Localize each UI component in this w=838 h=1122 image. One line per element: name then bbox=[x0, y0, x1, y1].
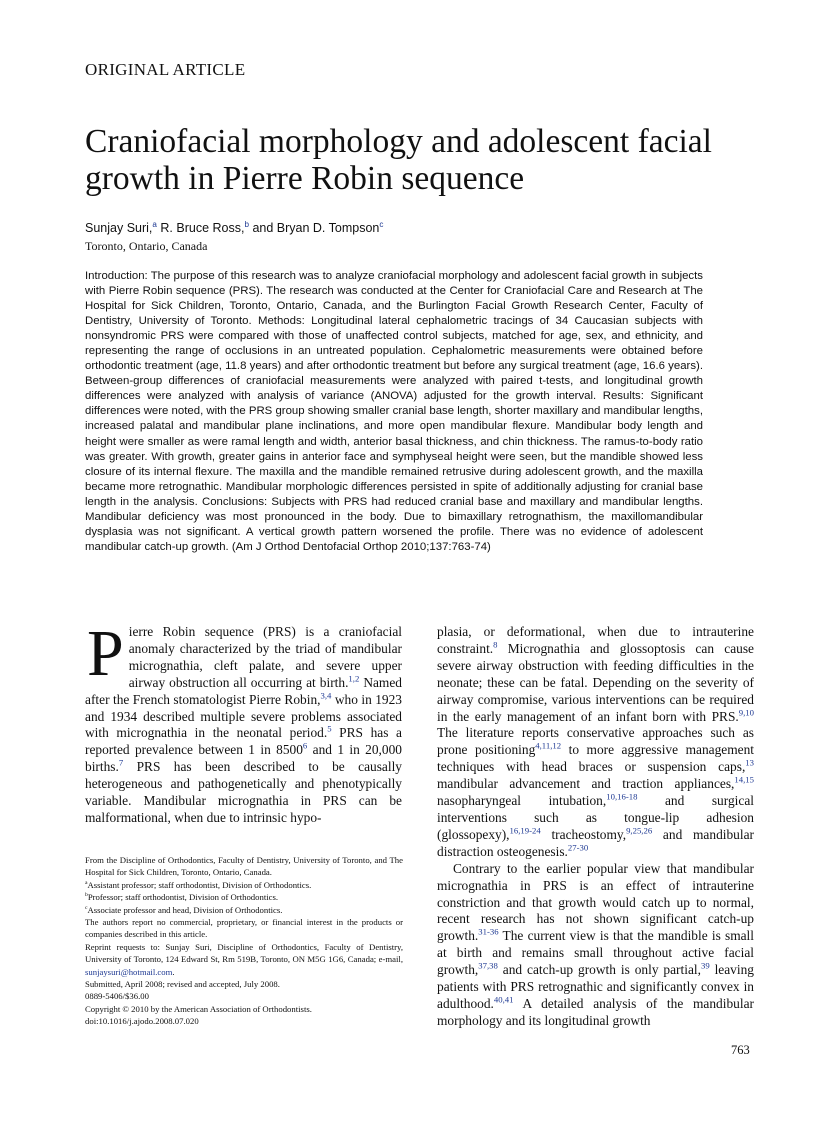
body-paragraph bbox=[437, 861, 754, 1030]
footnote-reprint: Reprint requests to: Sunjay Suri, Discipline of Orthodontics, Faculty of Dentistry, University of Toronto, 124 Edward St, Rm 519B, Toronto, ON M5G 1G6, Canada; e-mail, sunjaysuri@hotmail.com. bbox=[85, 941, 403, 977]
body-column-right bbox=[437, 624, 754, 1030]
text-run: A detailed analysis of the mandibular morphology and its longitudinal growth bbox=[437, 995, 754, 1028]
footnote-issn: 0889-5406/$36.00 bbox=[85, 991, 149, 1002]
text-run: Contrary to the earlier popular view that mandibular micrognathia in PRS is an effect of intrauterine constriction and that growth would catch up to normal, recent research has not shown significant catch-up growth. bbox=[437, 860, 754, 944]
text-run: Micrognathia and glossoptosis can cause severe airway obstruction with feeding difficulties in the neonate; these can be fatal. Depending on the severity of airway compromise, various interventions can be required in the early management of an infant born with PRS. bbox=[437, 640, 754, 724]
page-number: 763 bbox=[731, 1043, 750, 1057]
footnote-mark: c bbox=[85, 904, 88, 911]
text-run: to more aggressive management techniques with head braces or suspension caps, bbox=[437, 742, 755, 775]
footnotes bbox=[85, 854, 403, 1028]
footnote-c: $^c$Associate professor and head, Division of Orthodontics. bbox=[85, 904, 283, 915]
footnote-b: $^b$Professor; staff orthodontist, Division of Orthodontics. bbox=[85, 892, 279, 903]
abstract: Introduction: The purpose of this research was to analyze craniofacial morphology and adolescent facial growth in subjects with Pierre Robin sequence (PRS). The research was conducted at the Center for Craniofacial Care and Research at The Hospital for Sick Children, Toronto, Ontario, Canada, and the Burlington Facial Growth Research Center, Faculty of Dentistry, University of Toronto. Methods: Longitudinal lateral cephalometric tracings of 34 Caucasian subjects with nonsyndromic PRS were compared with those of unaffected control subjects, matched for age, sex, and ethnicity, and representing the range of occlusions in an untreated population. Cephalometric measurements were obtained before orthodontic treatment (age, 11.8 years) and after orthodontic treatment but before any surgical treatment (age, 16.6 years). Between-group differences of craniofacial measurements were analyzed with paired t-tests, and longitudinal growth differences were analyzed with analysis of variance (ANOVA) adjusted for the growth interval. Results: Significant differences were noted, with the PRS group showing smaller cranial base length, shorter maxillary and mandibular lengths, increased palatal and mandibular plane inclinations, and more open mandibular flexure. Mandibular body length and height were smaller as were ramal length and width, anterior basal thickness, and chin thickness. The ramus-to-body ratio was greater. With growth, greater gains in anterior face and symphyseal height were seen, but the mandible showed less closure of its internal flexure. The maxilla and the mandible remained retrusive during adolescent growth, and the maxilla became more retrognathic. Mandibular morphologic differences persisted in spite of additionally adjusting for cranial base length in the analysis. Conclusions: Subjects with PRS had reduced cranial base and maxillary and mandibular lengths. Mandibular deficiency was most pronounced in the body. Due to bimaxillary retrognathism, the maxillomandibular dysplasia was not significant. A vertical growth pattern worsened the profile. There was no evidence of adolescent mandibular catch-up growth. (Am J Orthod Dentofacial Orthop 2010;137:763-74) bbox=[85, 270, 703, 553]
article-title: Craniofacial morphology and adolescent facial growth in Pierre Robin sequence bbox=[85, 123, 712, 197]
body-paragraph bbox=[437, 624, 754, 861]
footnote-disclosure: The authors report no commercial, proprietary, or financial interest in the products or companies described in this article. bbox=[85, 917, 403, 940]
citation-ref[interactable]: 27-30 bbox=[567, 842, 589, 853]
text-run: The current view is that the mandible is small at birth and remains small throughout active facial growth, bbox=[437, 928, 754, 978]
affiliation-mark: b bbox=[244, 219, 249, 229]
footnote-mark: b bbox=[85, 892, 88, 899]
author-name: Sunjay Suri, bbox=[85, 221, 153, 235]
text-run: and 1 in 20,000 births. bbox=[85, 742, 402, 775]
text-run: who in 1923 and 1934 described multiple severe problems associated with micrognathia in the neonatal period. bbox=[85, 691, 402, 741]
citation-ref[interactable]: 37,38 bbox=[478, 960, 498, 971]
drop-cap: P bbox=[87, 617, 124, 690]
text-run: nasopharyngeal intubation, bbox=[437, 793, 607, 809]
citation-ref[interactable]: 16,19-24 bbox=[509, 825, 541, 836]
citation-ref[interactable]: 5 bbox=[327, 723, 332, 734]
citation-ref[interactable]: 4,11,12 bbox=[535, 740, 562, 751]
citation-ref[interactable]: 40,41 bbox=[493, 994, 514, 1005]
footnote-mark: a bbox=[85, 879, 88, 886]
text-run: and surgical interventions such as tongue-lip adhesion (glossopexy), bbox=[437, 793, 754, 842]
citation-ref[interactable]: 9,10 bbox=[738, 707, 754, 718]
paragraph-text bbox=[85, 617, 402, 825]
body-paragraph bbox=[85, 617, 402, 827]
author-name: R. Bruce Ross, bbox=[156, 221, 245, 235]
footnote-doi: doi:10.1016/j.ajodo.2008.07.020 bbox=[85, 1016, 199, 1027]
citation-ref[interactable]: 9,25,26 bbox=[626, 825, 653, 836]
text-run: mandibular advancement and traction appliances, bbox=[437, 776, 735, 792]
email-link[interactable]: sunjaysuri@hotmail.com bbox=[85, 966, 173, 977]
author-location: Toronto, Ontario, Canada bbox=[85, 239, 208, 253]
author-name: and Bryan D. Tompson bbox=[248, 221, 380, 235]
text-run: and mandibular distraction osteogenesis. bbox=[437, 826, 754, 859]
text-run: tracheostomy, bbox=[540, 826, 627, 842]
text-run: ierre Robin sequence (PRS) is a craniofacial anomaly characterized by the triad of mandibular micrognathia, cleft palate, and severe upper airway obstruction all occurring at birth. bbox=[128, 624, 402, 690]
text-run: PRS has been described to be causally heterogeneous and pathogenetically and phenotypically variable. Mandibular micrognathia in PRS can be malformational, when due to intrinsic hypo- bbox=[85, 759, 402, 825]
text-run: Named after the French stomatologist Pierre Robin, bbox=[85, 674, 402, 707]
body-column-left bbox=[85, 617, 402, 827]
affiliation-mark: c bbox=[379, 219, 384, 229]
footnote-a: $^a$Assistant professor; staff orthodontist, Division of Orthodontics. bbox=[85, 879, 312, 890]
text-run: The literature reports conservative approaches such as prone positioning bbox=[437, 725, 754, 758]
citation-ref[interactable]: 6 bbox=[302, 740, 308, 751]
text-run: plasia, or deformational, when due to intrauterine constraint. bbox=[437, 624, 754, 656]
citation-ref[interactable]: 10,16-18 bbox=[606, 791, 638, 802]
footnote-copyright: Copyright © 2010 by the American Association of Orthodontists. bbox=[85, 1003, 312, 1014]
text-run: leaving patients with PRS retrognathic and significantly convex in adulthood. bbox=[437, 962, 754, 1011]
footnote-submitted: Submitted, April 2008; revised and accepted, July 2008. bbox=[85, 979, 280, 990]
citation-ref[interactable]: 13 bbox=[745, 757, 754, 768]
text-run: and catch-up growth is only partial, bbox=[497, 962, 701, 978]
citation-ref[interactable]: 39 bbox=[700, 960, 710, 971]
citation-ref[interactable]: 8 bbox=[493, 639, 498, 650]
author-list bbox=[85, 221, 383, 235]
affiliation-mark: a bbox=[152, 219, 157, 229]
text-run: PRS has a reported prevalence between 1 in 8500 bbox=[85, 725, 402, 758]
citation-ref[interactable]: 3,4 bbox=[320, 690, 332, 701]
citation-ref[interactable]: 1,2 bbox=[348, 673, 360, 684]
citation-ref[interactable]: 7 bbox=[118, 757, 124, 768]
footnote-affiliation: From the Discipline of Orthodontics, Faculty of Dentistry, University of Toronto, and The Hospital for Sick Children, Toronto, Ontario, Canada. bbox=[85, 855, 403, 878]
section-label: ORIGINAL ARTICLE bbox=[85, 60, 246, 79]
citation-ref[interactable]: 14,15 bbox=[734, 774, 754, 785]
citation-ref[interactable]: 31-36 bbox=[478, 926, 499, 937]
